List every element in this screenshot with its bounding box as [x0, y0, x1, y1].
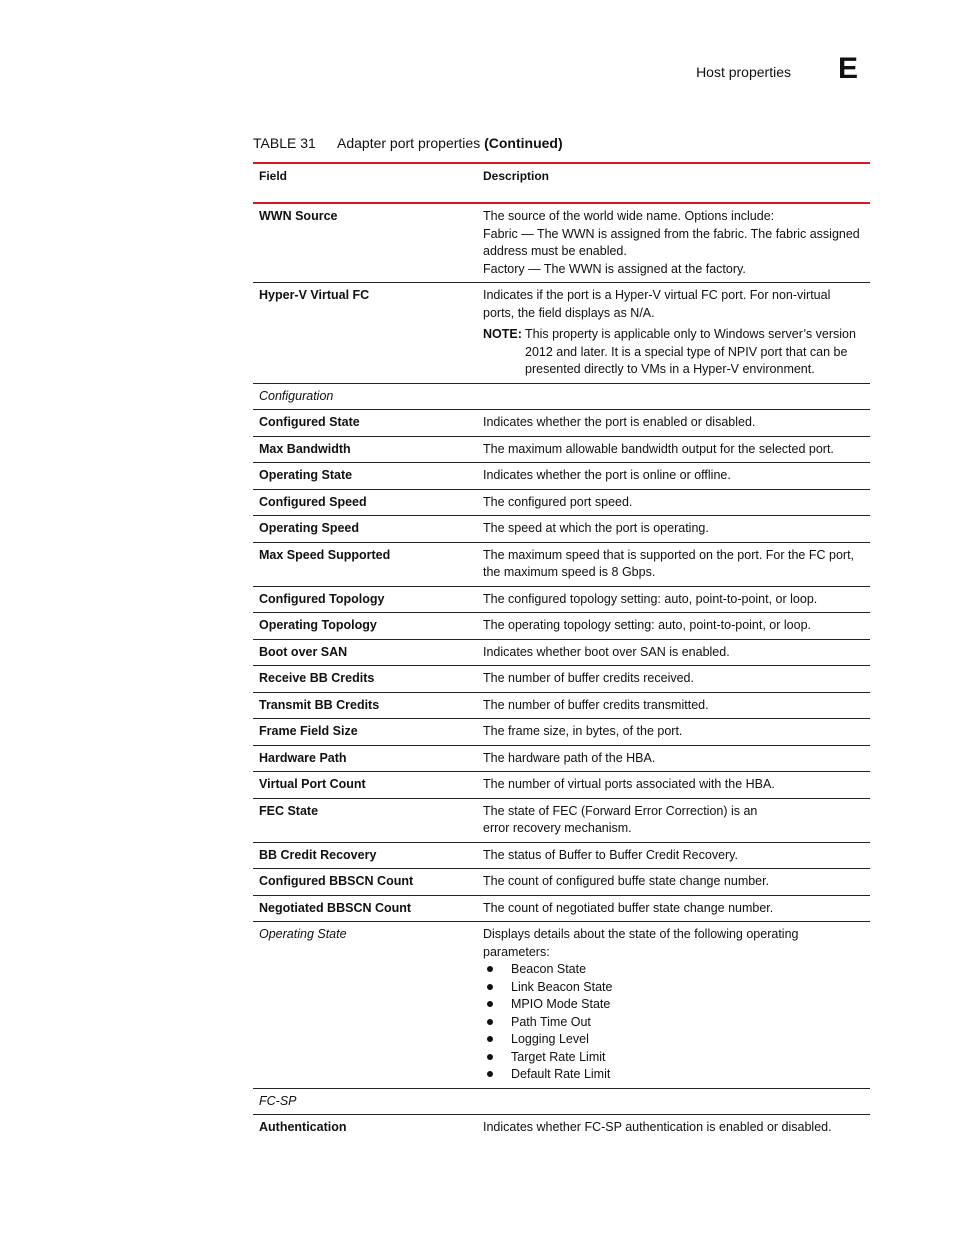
list-item-text: MPIO Mode State: [511, 997, 611, 1011]
description-cell: [477, 639, 870, 666]
list-item-text: Default Rate Limit: [511, 1067, 611, 1081]
description-cell: [477, 410, 870, 437]
field-name-cell: Operating State: [259, 468, 353, 482]
table-body: [253, 203, 870, 1141]
section-label-cell: Operating State: [259, 927, 347, 941]
table-row: [253, 410, 870, 437]
description-text: Displays details about the state of the following operating parameters:: [483, 927, 799, 959]
field-name-cell: Hyper-V Virtual FC: [259, 288, 370, 302]
bullet-list: [483, 961, 864, 1084]
table-continued-label: (Continued): [484, 135, 563, 151]
table-row: [253, 745, 870, 772]
list-item-text: Logging Level: [511, 1032, 589, 1046]
description-text: The maximum speed that is supported on the port. For the FC port, the maximum speed is 8 Gbps.: [483, 547, 855, 579]
list-item-text: Beacon State: [511, 962, 587, 976]
description-text: error recovery mechanism.: [483, 821, 632, 835]
description-cell: [477, 489, 870, 516]
field-name-cell: Hardware Path: [259, 750, 347, 765]
note-label: NOTE:: [483, 327, 522, 341]
table-number: TABLE 31: [253, 135, 316, 151]
field-name-cell: Virtual Port Count: [259, 777, 366, 791]
description-text: The count of negotiated buffer state change number.: [483, 900, 774, 915]
description-text: The operating topology setting: auto, point-to-point, or loop.: [483, 618, 811, 632]
table-row: [253, 1115, 870, 1141]
table-row: [253, 719, 870, 746]
appendix-letter: E: [838, 52, 859, 85]
list-item: [483, 1066, 864, 1084]
bullet-icon: [487, 1054, 493, 1060]
description-cell: [477, 516, 870, 543]
table-title: Adapter port properties: [337, 135, 481, 151]
description-cell: [477, 542, 870, 586]
description-text: The configured port speed.: [483, 494, 633, 509]
description-text: The speed at which the port is operating.: [483, 521, 709, 535]
description-text: The state of FEC (Forward Error Correction) is an: [483, 803, 758, 818]
field-name-cell: Configured BBSCN Count: [259, 874, 414, 888]
description-cell: [477, 869, 870, 896]
list-item: [483, 1031, 864, 1049]
column-header-description: Description: [483, 169, 550, 183]
adapter-port-properties-table: [253, 162, 870, 1141]
table-row: [253, 283, 870, 384]
description-cell: [477, 922, 870, 1089]
description-cell: [477, 1115, 870, 1141]
table-row: [253, 666, 870, 693]
table-section-row: [253, 1088, 870, 1115]
description-text: The configured topology setting: auto, point-to-point, or loop.: [483, 591, 818, 606]
description-text: The source of the world wide name. Options include:: [483, 209, 775, 223]
description-cell: [477, 719, 870, 746]
note-text: This property is applicable only to Windows server’s version 2012 and later. It is a special type of NPIV port that can be presented directly to VMs in a Hyper-V environment.: [525, 327, 856, 376]
description-text: The count of configured buffe state change number.: [483, 874, 770, 888]
table-section-row: [253, 383, 870, 410]
table-row: [253, 542, 870, 586]
list-item: [483, 979, 864, 997]
list-item-text: Target Rate Limit: [511, 1049, 606, 1064]
description-text: Indicates whether FC-SP authentication is enabled or disabled.: [483, 1120, 832, 1134]
description-cell: [477, 586, 870, 613]
description-cell: [477, 745, 870, 772]
field-name-cell: Boot over SAN: [259, 644, 348, 659]
field-name-cell: Transmit BB Credits: [259, 697, 380, 712]
field-name-cell: FEC State: [259, 803, 319, 818]
table-row: [253, 436, 870, 463]
field-name-cell: Authentication: [259, 1120, 347, 1134]
description-cell: [477, 798, 870, 842]
description-text: The number of buffer credits transmitted.: [483, 697, 709, 712]
field-name-cell: Frame Field Size: [259, 724, 358, 738]
note-block: [483, 326, 864, 379]
table-row: [253, 798, 870, 842]
field-name-cell: Negotiated BBSCN Count: [259, 900, 412, 915]
description-cell: [477, 666, 870, 693]
table-row: [253, 586, 870, 613]
table-row: [253, 895, 870, 922]
description-cell: [477, 383, 870, 410]
running-header-title: Host properties: [696, 64, 791, 80]
description-cell: [477, 613, 870, 640]
table-row: [253, 516, 870, 543]
description-cell: [477, 1088, 870, 1115]
list-item: [483, 961, 864, 979]
field-name-cell: Configured Speed: [259, 494, 367, 509]
description-cell: [477, 772, 870, 799]
description-text: Factory — The WWN is assigned at the factory.: [483, 261, 746, 276]
description-cell: [477, 692, 870, 719]
description-text: The maximum allowable bandwidth output for the selected port.: [483, 441, 834, 456]
table-row: [253, 869, 870, 896]
field-name-cell: Operating Speed: [259, 521, 360, 535]
description-text: The status of Buffer to Buffer Credit Recovery.: [483, 847, 738, 862]
table-row: [253, 203, 870, 283]
description-text: Indicates whether the port is online or offline.: [483, 468, 731, 482]
field-name-cell: WWN Source: [259, 209, 338, 223]
list-item: [483, 1014, 864, 1032]
field-name-cell: BB Credit Recovery: [259, 847, 377, 862]
field-name-cell: Max Speed Supported: [259, 547, 391, 562]
table-caption: [253, 135, 563, 151]
column-header-field: Field: [259, 169, 288, 183]
table-row: [253, 842, 870, 869]
section-label-cell: FC-SP: [259, 1093, 297, 1108]
bullet-icon: [487, 1019, 493, 1025]
bullet-icon: [487, 1071, 493, 1077]
field-name-cell: Operating Topology: [259, 618, 377, 632]
description-cell: [477, 463, 870, 490]
list-item-text: Path Time Out: [511, 1014, 591, 1029]
table-row: [253, 613, 870, 640]
description-text: Indicates whether boot over SAN is enabled.: [483, 644, 730, 659]
list-item: [483, 1049, 864, 1067]
bullet-icon: [487, 966, 493, 972]
table-row: [253, 463, 870, 490]
bullet-icon: [487, 1001, 493, 1007]
table-row: [253, 489, 870, 516]
table-row: [253, 772, 870, 799]
description-cell: [477, 436, 870, 463]
description-text: The number of virtual ports associated with the HBA.: [483, 777, 775, 791]
description-cell: [477, 283, 870, 384]
table-row: [253, 639, 870, 666]
table-header-row: [253, 163, 870, 203]
description-cell: [477, 895, 870, 922]
description-text: Indicates if the port is a Hyper-V virtual FC port. For non-virtual ports, the field displays as N/A.: [483, 288, 831, 320]
table-row: [253, 922, 870, 1089]
bullet-icon: [487, 1036, 493, 1042]
description-text: Fabric — The WWN is assigned from the fabric. The fabric assigned address must be enabled.: [483, 226, 860, 258]
description-cell: [477, 203, 870, 283]
field-name-cell: Max Bandwidth: [259, 441, 351, 456]
description-text: The hardware path of the HBA.: [483, 750, 656, 765]
list-item: [483, 996, 864, 1014]
table-row: [253, 692, 870, 719]
field-name-cell: Configured State: [259, 415, 360, 429]
field-name-cell: Receive BB Credits: [259, 671, 375, 685]
list-item-text: Link Beacon State: [511, 979, 613, 994]
bullet-icon: [487, 984, 493, 990]
field-name-cell: Configured Topology: [259, 591, 385, 606]
section-label-cell: Configuration: [259, 388, 334, 403]
description-text: The number of buffer credits received.: [483, 671, 694, 685]
description-text: The frame size, in bytes, of the port.: [483, 724, 683, 738]
description-text: Indicates whether the port is enabled or disabled.: [483, 415, 756, 429]
description-cell: [477, 842, 870, 869]
